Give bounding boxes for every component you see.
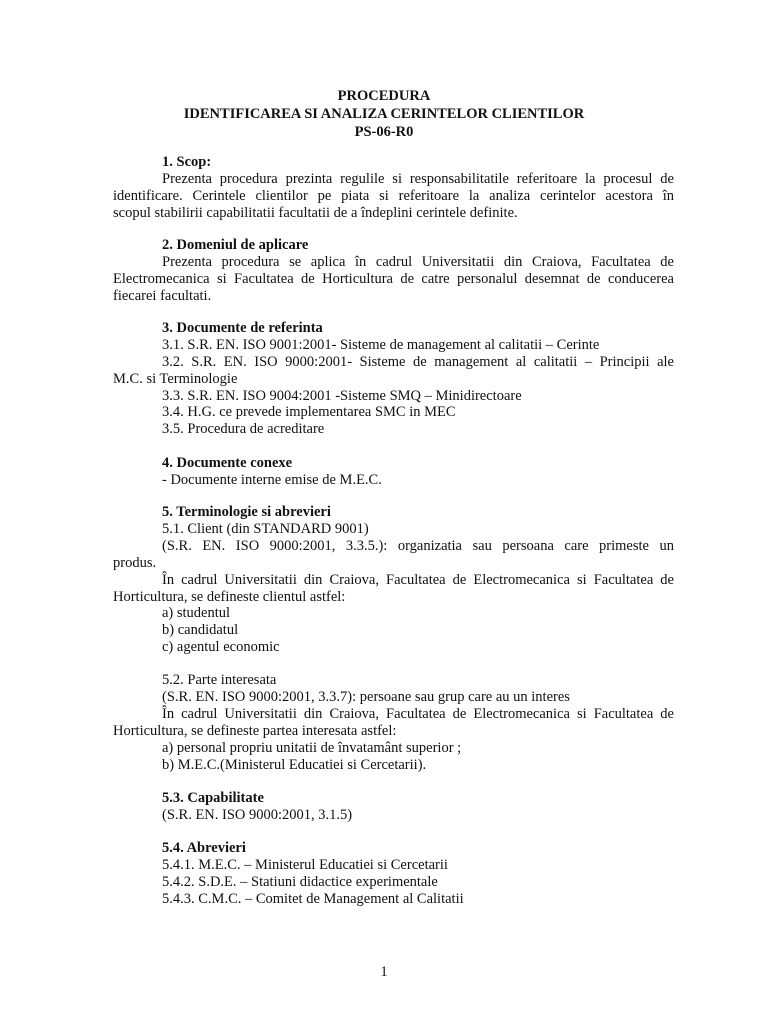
doc-title: PROCEDURA	[337, 88, 431, 104]
ref-3-2: 3.2. S.R. EN. ISO 9000:2001- Sisteme de management al calitatii – Principii ale	[162, 354, 674, 370]
section-2-heading: 2. Domeniul de aplicare	[162, 237, 309, 253]
party-context: În cadrul Universitatii din Craiova, Facultatea de Electromecanica si Facultatea de	[162, 706, 674, 722]
section-1-line-2: identificare. Cerintele clientilor pe piata si referitoare la analiza cerintelor acestora în	[113, 188, 674, 204]
client-item: c) agentul economic	[162, 639, 280, 655]
doc-code: PS-06-R0	[354, 124, 414, 140]
section-1-heading: 1. Scop:	[162, 154, 212, 170]
section-1-line-3: scopul stabilirii capabilitatii facultatii de a îndeplini cerintele definite.	[113, 205, 518, 221]
capability-definition: (S.R. EN. ISO 9000:2001, 3.1.5)	[162, 807, 353, 823]
section-1-line-1: Prezenta procedura prezinta regulile si responsabilitatile referitoare la procesul de	[162, 171, 674, 187]
abbreviation-item: 5.4.2. S.D.E. – Statiuni didactice experimentale	[162, 874, 438, 890]
capability-title: 5.3. Capabilitate	[162, 790, 264, 806]
ref-3-1: 3.1. S.R. EN. ISO 9001:2001- Sisteme de management al calitatii – Cerinte	[162, 337, 600, 353]
abbreviation-item: 5.4.3. C.M.C. – Comitet de Management al Calitatii	[162, 891, 464, 907]
client-item: a) studentul	[162, 605, 231, 621]
section-2-line-3: fiecarei facultati.	[113, 288, 212, 304]
abbreviation-item: 5.4.1. M.E.C. – Ministerul Educatiei si Cercetarii	[162, 857, 448, 873]
party-item: a) personal propriu unitatii de învatamânt superior ;	[162, 740, 462, 756]
section-4-line-1: - Documente interne emise de M.E.C.	[162, 472, 382, 488]
ref-3-5: 3.5. Procedura de acreditare	[162, 421, 325, 437]
party-context-cont: Horticultura, se defineste partea interesata astfel:	[113, 723, 397, 739]
section-2-line-1: Prezenta procedura se aplica în cadrul Universitatii din Craiova, Facultatea de	[162, 254, 674, 270]
client-title: 5.1. Client (din STANDARD 9001)	[162, 521, 369, 537]
ref-3-3: 3.3. S.R. EN. ISO 9004:2001 -Sisteme SMQ – Minidirectoare	[162, 388, 522, 404]
client-definition: (S.R. EN. ISO 9000:2001, 3.3.5.): organizatia sau persoana care primeste un	[162, 538, 674, 554]
ref-3-4: 3.4. H.G. ce prevede implementarea SMC in MEC	[162, 404, 456, 420]
party-item: b) M.E.C.(Ministerul Educatiei si Cercetarii).	[162, 757, 427, 773]
party-definition: (S.R. EN. ISO 9000:2001, 3.3.7): persoane sau grup care au un interes	[162, 689, 570, 705]
ref-3-2-cont: M.C. si Terminologie	[113, 371, 238, 387]
section-5-heading: 5. Terminologie si abrevieri	[162, 504, 331, 520]
client-context-cont: Horticultura, se defineste clientul astfel:	[113, 589, 346, 605]
client-item: b) candidatul	[162, 622, 239, 638]
abbreviations-title: 5.4. Abrevieri	[162, 840, 246, 856]
client-context: În cadrul Universitatii din Craiova, Facultatea de Electromecanica si Facultatea de	[162, 572, 674, 588]
section-3-heading: 3. Documente de referinta	[162, 320, 323, 336]
section-2-line-2: Electromecanica si Facultatea de Horticultura de catre personalul desemnat de conducerea	[113, 271, 674, 287]
party-title: 5.2. Parte interesata	[162, 672, 277, 688]
client-definition-cont: produs.	[113, 555, 157, 571]
page-number: 1	[380, 964, 388, 980]
section-4-heading: 4. Documente conexe	[162, 455, 293, 471]
doc-subtitle: IDENTIFICAREA SI ANALIZA CERINTELOR CLIENTILOR	[183, 106, 585, 122]
